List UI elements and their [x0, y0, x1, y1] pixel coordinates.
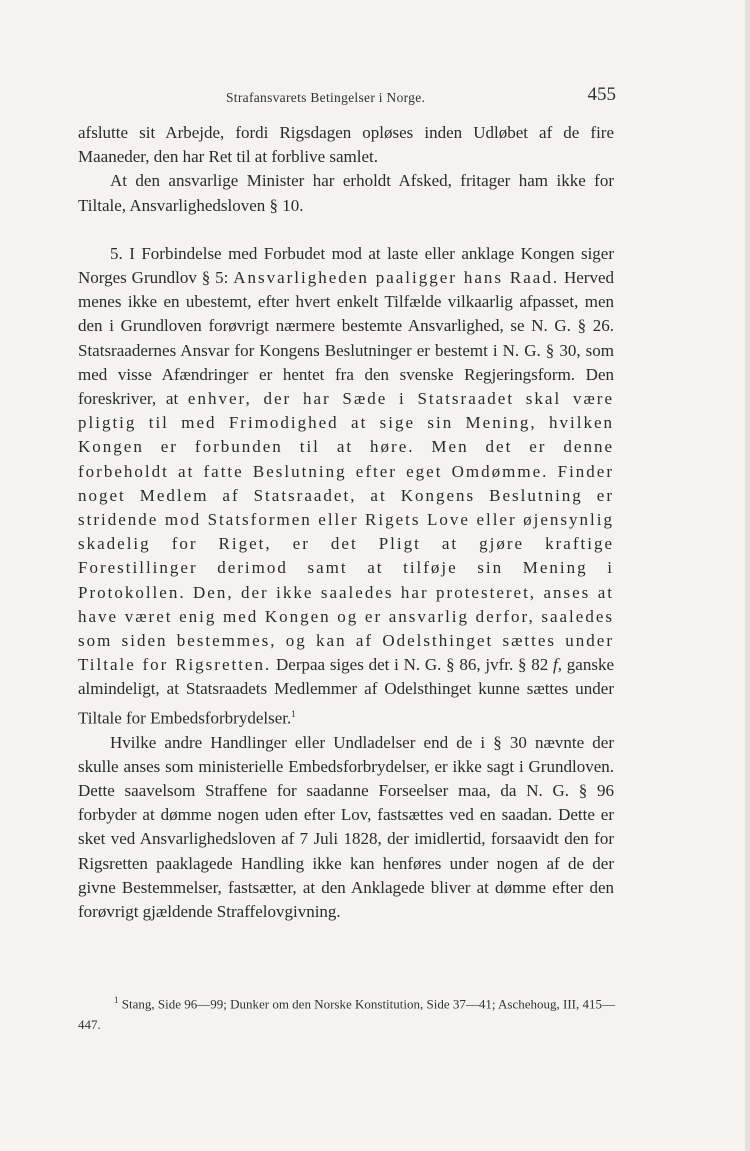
paragraph-section-5: [78, 242, 614, 731]
page-edge: [745, 0, 750, 1151]
spaced-quote-2: enhver, der har Sæde i Statsraadet skal være pligtig til med Frimodighed at sige sin Mening, hvilken Kongen er forbunden til at høre. Men det er denne forbeholdt at fatte Beslutning efter eget Omdømme. Finder noget Medlem af Statsraadet, at Kongens Beslutning er stridende mod Statsformen eller Rigets Love eller øjensynlig skadelig for Riget, er det Pligt at gjøre kraftige Forestillinger derimod samt at tilføje sin Mening i Protokollen. Den, der ikke saaledes har protesteret, anses at have været enig med Kongen og er ansvarlig derfor, saaledes som siden bestemmes, og kan af Odelsthinget sættes under Tiltale for Rigsretten.: [78, 389, 614, 675]
page-number: 455: [587, 84, 616, 105]
spaced-quote-1: Ansvarligheden paaligger hans Raad.: [233, 268, 560, 288]
footnote-1: [78, 990, 618, 1035]
paragraph-minister: At den ansvarlige Minister har erholdt Afsked, fritager ham ikke for Tiltale, Ansvarlighedsloven § 10.: [78, 171, 614, 215]
running-title: Strafansvarets Betingelser i Norge.: [226, 90, 426, 105]
section-5-text: Herved menes ikke en ubestemt, efter hvert enkelt Tilfælde vilkaarlig afpasset, men den i Grundloven forøvrigt nærmere bestemte Ansvarlighed, se N. G. § 26. Statsraadernes Ansvar for Kongens Beslutninger er bestemt i N. G. § 30, som med visse Afændringer er hentet fra den svenske Regjeringsform. Den foreskriver, at: [78, 268, 614, 409]
footnote-text: Stang, Side 96—99; Dunker om den Norske Konstitution, Side 37—41; Aschehoug, III, 415—447.: [78, 996, 615, 1033]
section-5-tail: Derpaa siges det i N. G. § 86, jvfr. § 82: [271, 655, 554, 675]
section-5-intro: 5. I Forbindelse med Forbudet mod at laste eller anklage Kongen siger Norges Grundlov § 5:: [78, 243, 614, 288]
body-text: [78, 121, 614, 924]
paragraph-other-offences: Hvilke andre Handlinger eller Undladelser end de i § 30 nævnte der skulle anses som ministerielle Embedsforbrydelser, er ikke sagt i Grundloven. Dette saavelsom Straffene for saadanne Forseelser maa, da N. G. § 96 forbyder at dømme nogen uden efter Lov, fastsættes ved en saadan. Dette er sket ved Ansvarlighedsloven af 7 Juli 1828, der imidlertid, forsaavidt den for Rigsretten paaklagede Handling ikke kan henføres under nogen af de der givne Bestemmelser, fastsætter, at den Anklagede bliver at dømme efter den forøvrigt gjældende Straffelovgivning.: [78, 732, 614, 921]
paragraph-continuation: afslutte sit Arbejde, fordi Rigsdagen opløses inden Udløbet af de fire Maaneder, den har Ret til at forblive samlet.: [78, 123, 614, 167]
section-5-end: ganske almindeligt, at Statsraadets Medlemmer af Odelsthinget kunne sættes under Tiltale for Embedsforbrydelser.: [78, 655, 614, 728]
footnotes: [78, 990, 618, 1035]
italic-letter: f,: [553, 655, 563, 675]
page-header: [78, 84, 618, 110]
footnote-reference: 1: [291, 708, 296, 719]
footnote-mark: 1: [114, 995, 119, 1005]
section-gap: [78, 218, 614, 242]
